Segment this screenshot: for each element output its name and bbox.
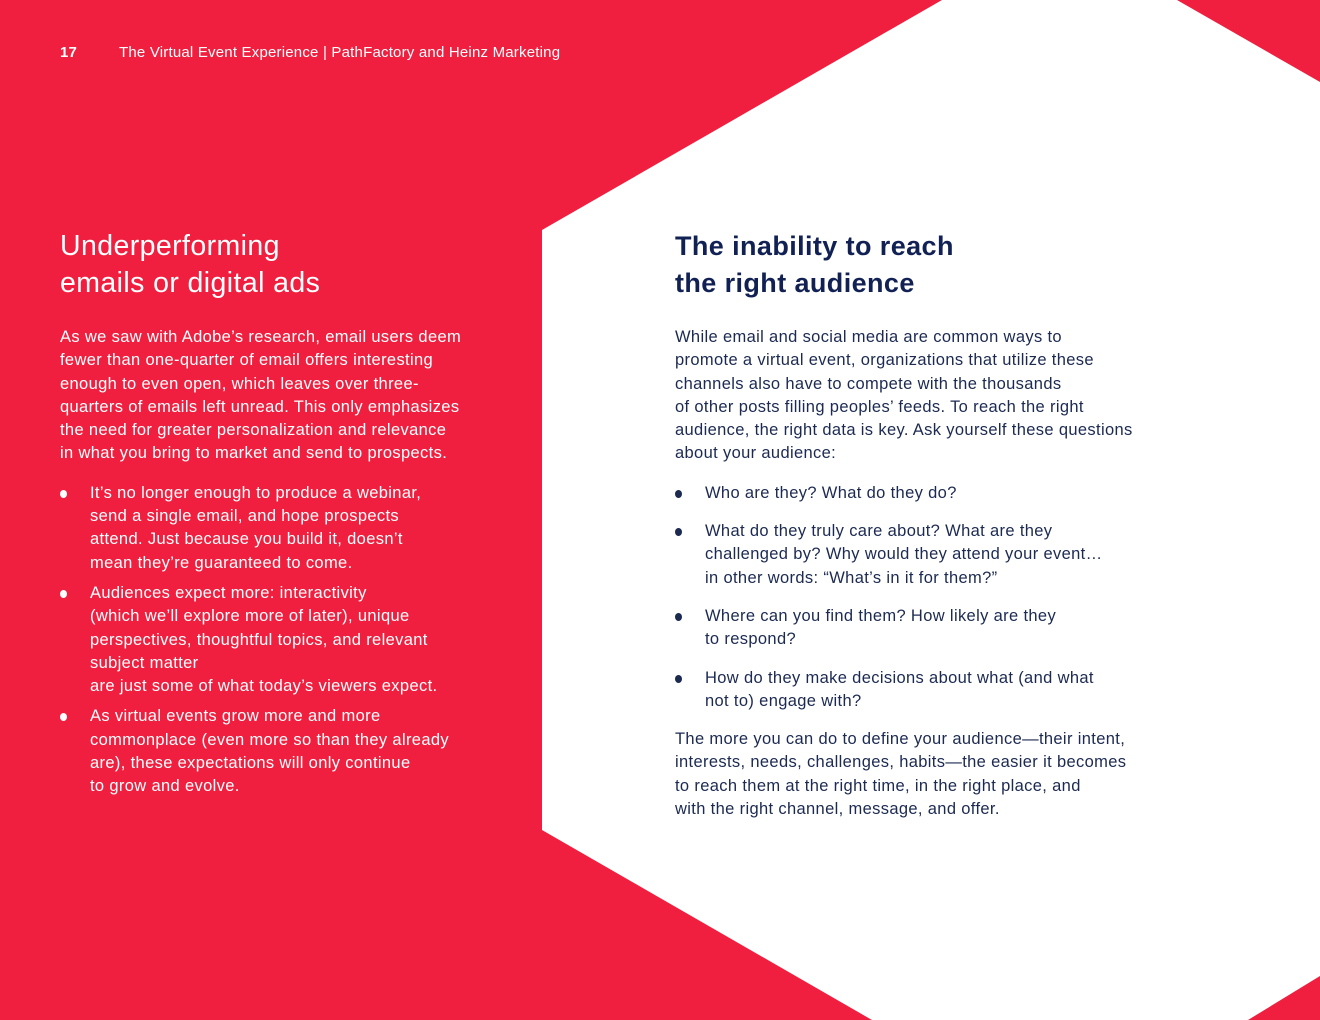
text-line: about your audience:	[675, 444, 837, 463]
text-line: audience, the right data is key. Ask yourself these questions	[675, 421, 1133, 440]
text-line: the need for greater personalization and relevance	[60, 421, 447, 440]
list-item	[675, 482, 1175, 505]
text-line: Audiences expect more: interactivity	[90, 583, 367, 602]
text-line: attend. Just because you build it, doesn’t	[90, 530, 403, 549]
left-bullet-list	[60, 482, 500, 799]
right-heading-line: the right audience	[675, 268, 915, 298]
bullet-dot-icon	[60, 590, 67, 598]
text-line: fewer than one-quarter of email offers interesting	[60, 351, 434, 370]
text-line: are just some of what today’s viewers expect.	[90, 677, 438, 696]
text-line: in other words: “What’s in it for them?”	[705, 568, 998, 587]
text-line: send a single email, and hope prospects	[90, 507, 400, 526]
list-item	[60, 482, 500, 575]
list-item	[675, 520, 1175, 590]
text-line: mean they’re guaranteed to come.	[90, 553, 353, 572]
bullet-dot-icon	[675, 528, 682, 536]
text-line: with the right channel, message, and offer.	[675, 800, 1000, 819]
text-line: enough to even open, which leaves over three-	[60, 374, 419, 393]
text-line: What do they truly care about? What are they	[705, 522, 1053, 541]
text-line: While email and social media are common ways to	[675, 328, 1062, 346]
text-line: subject matter	[90, 653, 199, 672]
left-heading-line: emails or digital ads	[60, 267, 321, 299]
bullet-dot-icon	[675, 490, 682, 498]
left-heading-line: Underperforming	[60, 230, 280, 262]
text-line: As we saw with Adobe’s research, email users deem	[60, 328, 462, 346]
left-column	[60, 228, 500, 806]
text-line: challenged by? Why would they attend your event…	[705, 545, 1103, 564]
page-number: 17	[60, 44, 78, 61]
bullet-dot-icon	[675, 675, 682, 683]
bullet-dot-icon	[60, 490, 67, 498]
right-column	[675, 228, 1175, 821]
text-line: in what you bring to market and send to prospects.	[60, 444, 448, 463]
text-line: to respond?	[705, 630, 796, 649]
text-line: interests, needs, challenges, habits—the easier it becomes	[675, 753, 1127, 772]
text-line: of other posts filling peoples’ feeds. To reach the right	[675, 397, 1084, 416]
text-line: It’s no longer enough to produce a webinar,	[90, 483, 422, 502]
text-line: Who are they? What do they do?	[705, 483, 957, 502]
right-heading-line: The inability to reach	[675, 231, 954, 261]
text-line: perspectives, thoughtful topics, and relevant	[90, 630, 428, 649]
text-line: channels also have to compete with the thousands	[675, 374, 1062, 393]
text-line: How do they make decisions about what (and what	[705, 668, 1094, 687]
text-line: (which we’ll explore more of later), unique	[90, 607, 410, 626]
text-line: to grow and evolve.	[90, 777, 240, 796]
list-item	[60, 582, 500, 698]
list-item	[675, 605, 1175, 652]
text-line: to reach them at the right time, in the right place, and	[675, 776, 1081, 795]
bullet-dot-icon	[675, 613, 682, 621]
text-line: not to) engage with?	[705, 691, 862, 710]
text-line: are), these expectations will only continue	[90, 754, 411, 773]
left-intro-paragraph	[60, 326, 500, 466]
text-line: Where can you find them? How likely are they	[705, 606, 1057, 625]
left-heading	[60, 228, 500, 302]
list-item	[675, 667, 1175, 714]
right-bullet-list	[675, 482, 1175, 713]
right-closing-paragraph	[675, 728, 1175, 821]
text-line: commonplace (even more so than they already	[90, 730, 449, 749]
text-line: As virtual events grow more and more	[90, 707, 381, 726]
text-line: quarters of emails left unread. This only emphasizes	[60, 397, 460, 416]
text-line: The more you can do to define your audience—their intent,	[675, 730, 1126, 749]
right-intro-paragraph	[675, 326, 1175, 466]
running-header: The Virtual Event Experience | PathFactory and Heinz Marketing	[119, 44, 561, 61]
text-line: promote a virtual event, organizations that utilize these	[675, 351, 1094, 370]
right-heading	[675, 228, 1175, 302]
bullet-dot-icon	[60, 713, 67, 721]
list-item	[60, 705, 500, 798]
